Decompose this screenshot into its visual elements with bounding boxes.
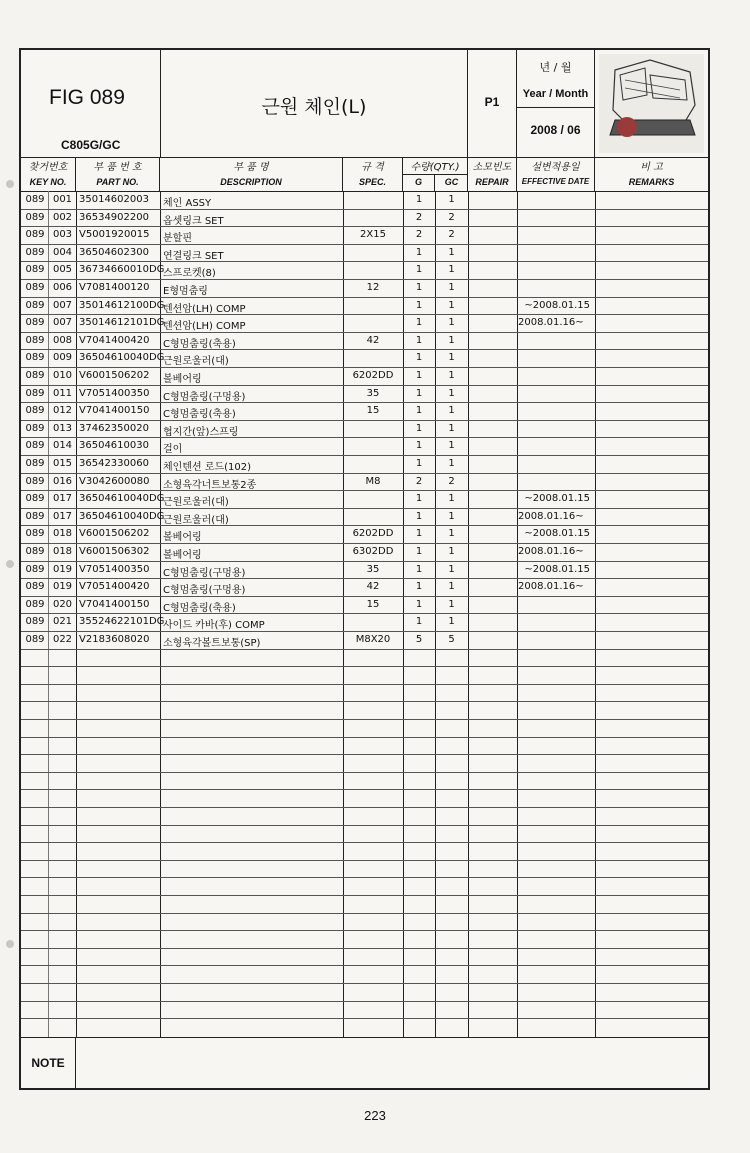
table-row [21, 279, 708, 297]
cell-gc: 1 [448, 264, 455, 276]
cell-g: 1 [415, 510, 423, 522]
cell-key: 018 [52, 546, 73, 557]
cell-fig: 089 [25, 282, 45, 293]
cell-key: 011 [52, 387, 73, 399]
cell-fig: 089 [25, 211, 45, 223]
page-cell [468, 50, 517, 157]
cell-desc: 근원로울러(대) [163, 356, 229, 368]
cell-part: V7041400150 [79, 598, 150, 610]
cell-desc: 걸이 [163, 444, 183, 456]
cell-spec: 6202DD [352, 370, 394, 381]
cell-spec: 12 [366, 282, 380, 293]
table-row [21, 473, 708, 491]
cell-part: V6001506302 [79, 546, 150, 557]
cell-gc: 1 [448, 440, 455, 452]
cell-gc: 1 [448, 334, 455, 346]
cell-fig: 089 [25, 194, 45, 205]
table-row [21, 314, 708, 332]
cell-key: 007 [52, 317, 73, 329]
cell-g: 1 [415, 194, 423, 205]
cell-key: 014 [52, 440, 73, 452]
cell-eff: ~2008.01.15 [524, 299, 590, 311]
cell-fig: 089 [25, 598, 45, 610]
cell-fig: 089 [25, 387, 45, 399]
table-row [21, 631, 708, 649]
cell-desc: C형멈춤링(구멍용) [163, 585, 246, 597]
cell-gc: 1 [448, 194, 455, 205]
cell-key: 013 [52, 422, 73, 434]
cell-desc: 협지간(앞)스프링 [163, 426, 239, 438]
cell-part: V6001506202 [79, 528, 150, 540]
cell-spec: 42 [366, 581, 380, 593]
cell-g: 2 [415, 211, 423, 223]
table-row [21, 543, 708, 561]
cell-desc: 사이드 카바(후) COMP [163, 620, 265, 632]
cell-fig: 089 [25, 422, 45, 434]
cell-key: 016 [52, 475, 73, 487]
cell-desc: E형멈춤링 [163, 286, 208, 297]
cell-key: 022 [52, 634, 73, 645]
cell-part: 35014602003 [79, 194, 149, 205]
cell-fig: 089 [25, 405, 45, 417]
col-key: 찾거번호 KEY NO. [21, 157, 76, 191]
cell-gc: 1 [448, 299, 455, 311]
cell-spec: 6302DD [352, 546, 394, 557]
note-area [21, 1037, 708, 1089]
cell-gc: 1 [448, 510, 455, 522]
cell-part: 36534902200 [79, 211, 149, 223]
cell-part: V7041400420 [79, 334, 150, 346]
machine-illustration [595, 50, 708, 157]
cell-g: 1 [415, 546, 423, 557]
cell-part: V7051400350 [79, 387, 150, 399]
cell-spec: 42 [366, 334, 380, 346]
cell-gc: 1 [448, 493, 455, 505]
table-row [21, 367, 708, 385]
table-row [21, 420, 708, 438]
cell-fig: 089 [25, 581, 45, 593]
cell-desc: 소형육각너트보통2종 [163, 479, 257, 491]
cell-g: 1 [415, 616, 423, 628]
table-row [21, 437, 708, 455]
sheet-header [21, 50, 708, 158]
table-row [21, 297, 708, 315]
cell-desc: C형멈춤링(구멍용) [163, 567, 246, 579]
cell-part: 35014612101DG [79, 317, 165, 329]
table-row [21, 578, 708, 596]
cell-g: 1 [415, 422, 423, 434]
cell-g: 5 [415, 634, 423, 645]
cell-eff: 2008.01.16~ [518, 581, 584, 593]
cell-gc: 2 [448, 211, 455, 223]
page-label: P1 [484, 95, 500, 109]
cell-part: 36542330060 [79, 458, 149, 469]
cell-key: 008 [52, 334, 73, 346]
cell-gc: 1 [448, 458, 455, 469]
cell-fig: 089 [25, 616, 45, 628]
cell-fig: 089 [25, 229, 45, 241]
cell-gc: 1 [448, 616, 455, 628]
table-row [21, 490, 708, 508]
cell-key: 019 [52, 581, 73, 593]
cell-key: 007 [52, 299, 73, 311]
cell-g: 1 [415, 528, 423, 540]
col-effective-date: 설변적용일 EFFECTIVE DATE [517, 157, 595, 191]
cell-g: 2 [415, 475, 423, 487]
cell-desc: 볼베어링 [163, 532, 202, 544]
cell-part: V3042600080 [79, 475, 150, 487]
cell-part: 37462350020 [79, 422, 149, 434]
cell-part: 36504602300 [79, 246, 149, 258]
cell-desc: C형멈춤링(축용) [163, 338, 236, 350]
cell-spec: 35 [366, 387, 380, 399]
cell-gc: 1 [448, 528, 455, 540]
cell-gc: 1 [448, 546, 455, 557]
cell-gc: 5 [448, 634, 455, 645]
cell-desc: 근원로울러(대) [163, 497, 229, 509]
cell-desc: 스프로켓(8) [163, 268, 216, 280]
cell-spec: 15 [366, 598, 380, 610]
cell-key: 006 [52, 282, 73, 293]
table-row [21, 244, 708, 262]
cell-part: V7081400120 [79, 282, 150, 293]
cell-desc: 볼베어링 [163, 374, 202, 385]
cell-desc: C형멈춤링(축용) [163, 602, 236, 614]
cell-key: 019 [52, 563, 73, 575]
cell-eff: ~2008.01.15 [524, 528, 590, 540]
cell-gc: 1 [448, 246, 455, 258]
cell-desc: 옵셋링크 SET [163, 215, 224, 227]
cell-fig: 089 [25, 440, 45, 452]
cell-part: 35524622101DG [79, 616, 165, 628]
cell-eff: 2008.01.16~ [518, 317, 584, 329]
cell-g: 1 [415, 581, 423, 593]
cell-key: 015 [52, 458, 73, 469]
cell-desc: 볼베어링 [163, 550, 202, 561]
col-remarks: 비 고 REMARKS [628, 162, 675, 187]
cell-key: 020 [52, 598, 73, 610]
table-row [21, 385, 708, 403]
col-part: 부 품 번 호 PART NO. [76, 157, 160, 191]
table-row [21, 525, 708, 543]
table-row [21, 561, 708, 579]
cell-g: 1 [415, 282, 423, 293]
page-title: 근원 체인(L) [261, 96, 367, 118]
cell-g: 1 [415, 246, 423, 258]
cell-gc: 1 [448, 387, 455, 399]
col-qty: 수량(QTY.) G GC [403, 157, 468, 191]
cell-key: 005 [52, 264, 73, 276]
cell-desc: 텐션암(LH) COMP [163, 303, 246, 315]
cell-spec: M8X20 [355, 634, 391, 645]
cell-gc: 2 [448, 229, 455, 241]
cell-part: 35014612100DG [79, 299, 165, 311]
col-spec: 규 격 SPEC. [343, 157, 403, 191]
cell-fig: 089 [25, 563, 45, 575]
table-row [21, 402, 708, 420]
cell-fig: 089 [25, 334, 45, 346]
cell-part: V7051400350 [79, 563, 150, 575]
cell-gc: 2 [448, 475, 455, 487]
cell-gc: 1 [448, 563, 455, 575]
title-cell [161, 50, 468, 157]
cell-fig: 089 [25, 458, 45, 469]
cell-fig: 089 [25, 475, 45, 487]
year-month-ko: 년 / 월 [539, 61, 572, 74]
cell-desc: C형멈춤링(구멍용) [163, 391, 246, 403]
cell-key: 002 [52, 211, 73, 223]
table-row [21, 508, 708, 526]
cell-gc: 1 [448, 598, 455, 610]
cell-g: 1 [415, 440, 423, 452]
cell-desc: 텐션암(LH) COMP [163, 321, 246, 333]
cell-fig: 089 [25, 317, 45, 329]
cell-g: 1 [415, 299, 423, 311]
cell-g: 2 [415, 229, 423, 241]
col-description: 부 품 명 DESCRIPTION [160, 157, 343, 191]
cell-g: 1 [415, 598, 423, 610]
cell-gc: 1 [448, 282, 455, 293]
cell-g: 1 [415, 387, 423, 399]
cell-fig: 089 [25, 264, 45, 276]
cell-g: 1 [415, 264, 423, 276]
cell-g: 1 [415, 405, 423, 417]
fig-cell [21, 50, 161, 157]
cell-part: V5001920015 [79, 229, 150, 241]
cell-eff: 2008.01.16~ [518, 546, 584, 557]
cell-eff: 2008.01.16~ [518, 510, 584, 522]
cell-fig: 089 [25, 246, 45, 258]
page-number: 223 [364, 1108, 386, 1123]
cell-key: 009 [52, 352, 73, 364]
year-month-cell [517, 50, 595, 157]
cell-key: 012 [52, 405, 73, 417]
cell-spec: 15 [366, 405, 380, 417]
cell-fig: 089 [25, 352, 45, 364]
cell-desc: 소형육각볼트보통(SP) [163, 638, 261, 649]
table-row [21, 349, 708, 367]
cell-desc: C형멈춤링(축용) [163, 409, 236, 421]
cell-part: 36504610040DG [79, 352, 165, 364]
table-row [21, 332, 708, 350]
year-month-value: 2008 / 06 [530, 123, 581, 137]
cell-fig: 089 [25, 510, 45, 522]
cell-part: V6001506202 [79, 370, 150, 381]
cell-key: 010 [52, 370, 73, 381]
cell-key: 018 [52, 528, 73, 540]
cell-eff: ~2008.01.15 [524, 493, 590, 505]
cell-part: 36504610030 [79, 440, 149, 452]
cell-fig: 089 [25, 493, 45, 505]
cell-gc: 1 [448, 422, 455, 434]
cell-gc: 1 [448, 405, 455, 417]
cell-g: 1 [415, 334, 423, 346]
cell-desc: 연결링크 SET [163, 250, 224, 262]
cell-part: V7051400420 [79, 581, 150, 593]
cell-spec: 2X15 [360, 229, 386, 241]
cell-g: 1 [415, 370, 423, 381]
table-row [21, 455, 708, 473]
fig-number: FIG 089 [49, 86, 125, 109]
cell-desc: 근원로울러(대) [163, 514, 229, 526]
cell-fig: 089 [25, 634, 45, 645]
table-row [21, 191, 708, 209]
cell-gc: 1 [448, 317, 455, 329]
table-row [21, 226, 708, 244]
table-row [21, 596, 708, 614]
cell-g: 1 [415, 458, 423, 469]
cell-fig: 089 [25, 299, 45, 311]
cell-part: 36504610040DG [79, 493, 165, 505]
cell-desc: 분할핀 [163, 233, 192, 245]
col-repair: 소모빈도 REPAIR [468, 157, 517, 191]
cell-gc: 1 [448, 352, 455, 364]
cell-g: 1 [415, 317, 423, 329]
year-month-en: Year / Month [522, 88, 589, 100]
model-name: C805G/GC [61, 138, 121, 152]
cell-key: 003 [52, 229, 73, 241]
cell-desc: 체인텐션 로드(102) [163, 462, 252, 473]
note-label: NOTE [21, 1038, 76, 1089]
cell-g: 1 [415, 352, 423, 364]
cell-part: 36504610040DG [79, 510, 165, 522]
table-row [21, 261, 708, 279]
cell-key: 004 [52, 246, 73, 258]
column-header [21, 157, 708, 192]
cell-spec: M8 [365, 475, 381, 487]
cell-g: 1 [415, 563, 423, 575]
cell-gc: 1 [448, 370, 455, 381]
cell-gc: 1 [448, 581, 455, 593]
cell-fig: 089 [25, 528, 45, 540]
cell-desc: 체인 ASSY [163, 198, 212, 209]
parts-list-sheet [19, 48, 710, 1090]
cell-spec: 35 [366, 563, 380, 575]
cell-key: 001 [52, 194, 73, 205]
cell-spec: 6202DD [352, 528, 394, 540]
cell-key: 017 [52, 510, 73, 522]
table-row [21, 613, 708, 631]
cell-fig: 089 [25, 546, 45, 557]
cell-eff: ~2008.01.15 [524, 563, 590, 575]
cell-part: 36734660010DG [79, 264, 165, 276]
cell-fig: 089 [25, 370, 45, 381]
cell-key: 021 [52, 616, 73, 628]
cell-key: 017 [52, 493, 73, 505]
cell-part: V2183608020 [79, 634, 150, 645]
combine-harvester-icon [595, 50, 708, 157]
table-row [21, 209, 708, 227]
cell-g: 1 [415, 493, 423, 505]
cell-part: V7041400150 [79, 405, 150, 417]
